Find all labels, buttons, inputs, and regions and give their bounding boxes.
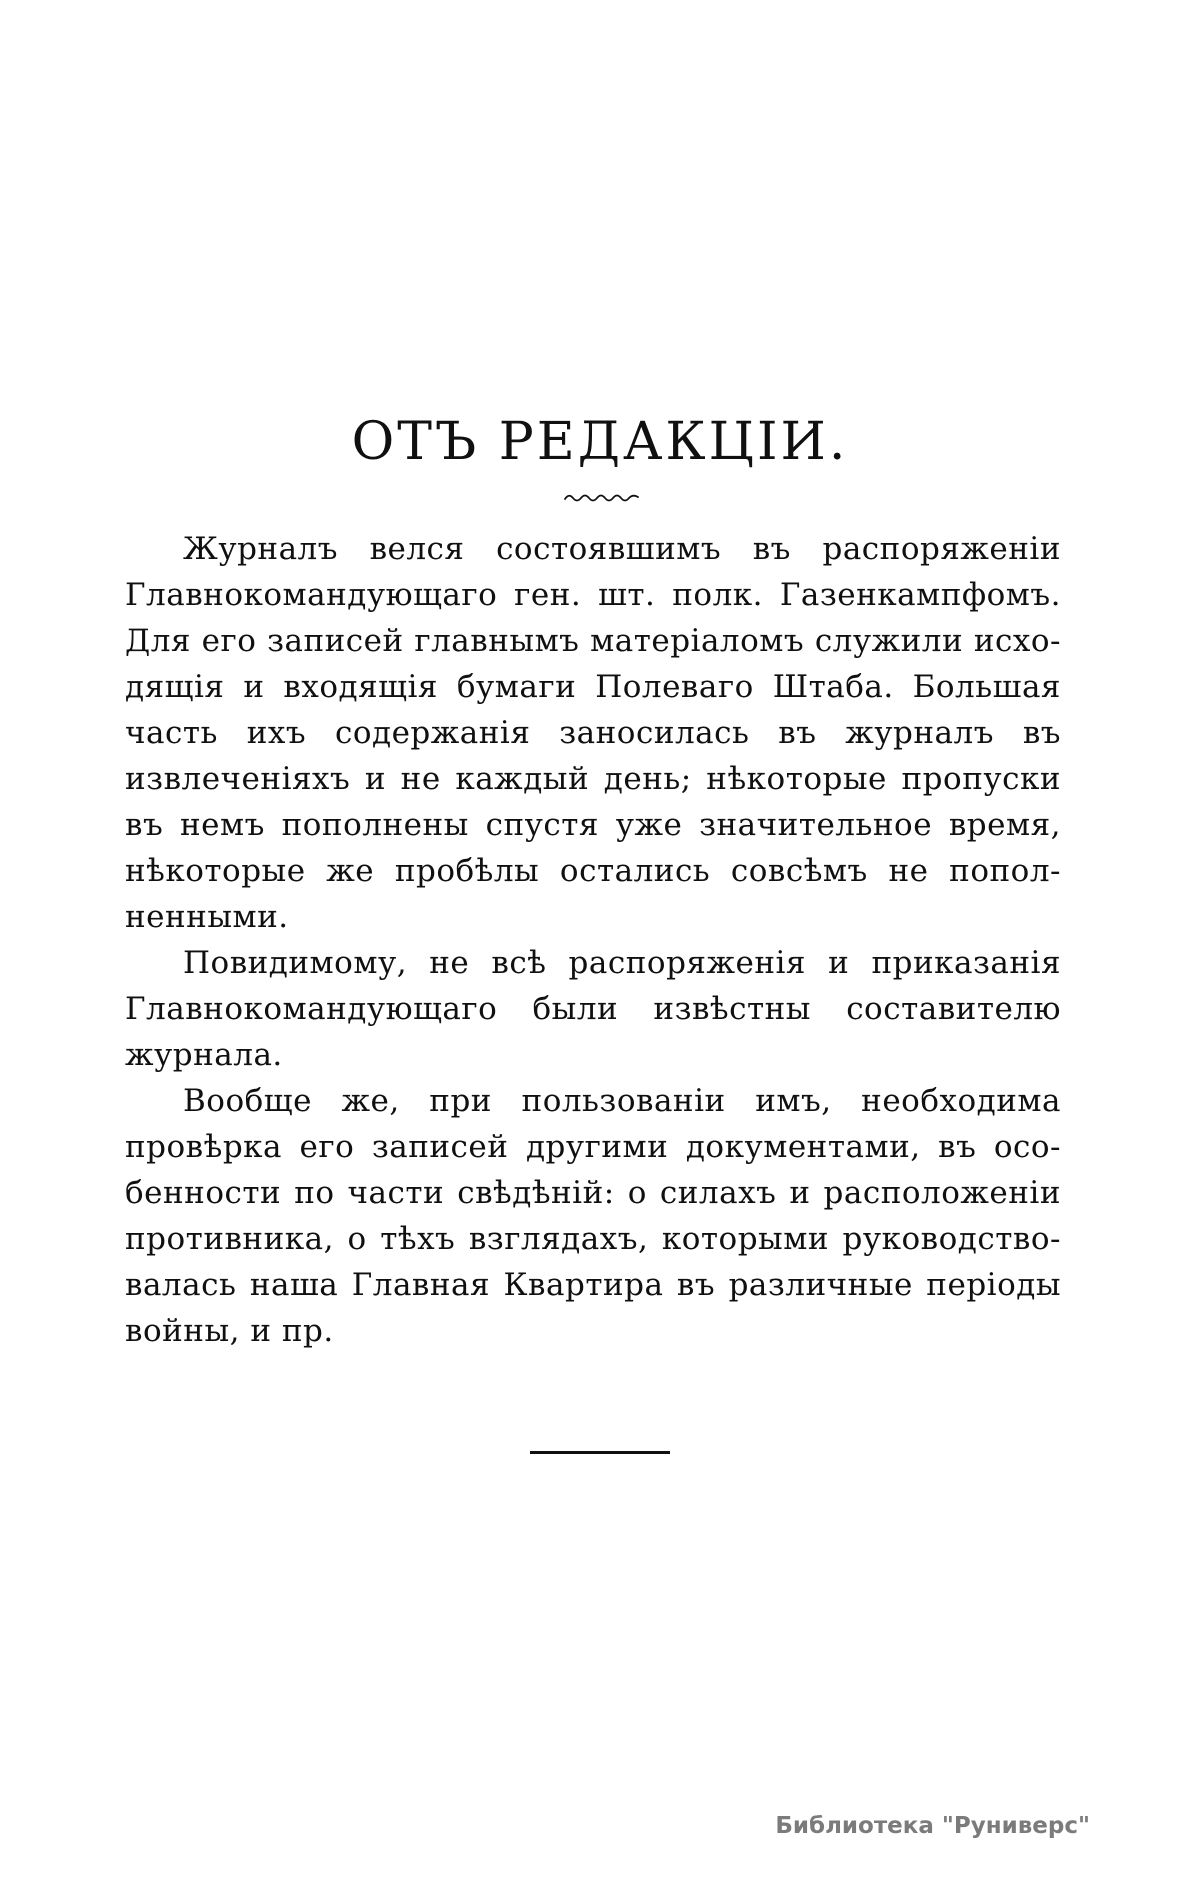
text-line: Главнокомандующаго были извѣстны составителю	[125, 991, 1061, 1027]
text-line: войны, и пр.	[125, 1313, 334, 1349]
paragraph	[125, 526, 1061, 940]
wavy-divider-ornament	[562, 489, 642, 505]
paragraph	[125, 1078, 1061, 1354]
end-rule-divider	[530, 1451, 670, 1454]
text-line: нѣкоторые же пробѣлы остались совсѣмъ не попол-	[125, 853, 1061, 889]
paragraph	[125, 940, 1061, 1078]
text-line: валась наша Главная Квартира въ различные періоды	[125, 1267, 1061, 1303]
text-line: противника, о тѣхъ взглядахъ, которыми руководство-	[125, 1221, 1061, 1257]
text-line: Главнокомандующаго ген. шт. полк. Газенкампфомъ.	[125, 577, 1061, 613]
text-line: въ немъ пополнены спустя уже значительное время,	[125, 807, 1061, 843]
library-watermark: Библиотека "Руниверс"	[775, 1813, 1090, 1839]
text-line: журнала.	[125, 1037, 283, 1073]
text-line: часть ихъ содержанія заносилась въ журналъ въ	[125, 715, 1061, 751]
page-title: ОТЪ РЕДАКЦІИ.	[351, 412, 849, 472]
text-line: Журналъ велся состоявшимъ въ распоряженіи	[183, 531, 1061, 567]
text-line: бенности по части свѣдѣній: о силахъ и расположеніи	[125, 1175, 1061, 1211]
text-line: дящія и входящія бумаги Полеваго Штаба. Большая	[125, 669, 1061, 705]
text-line: извлеченіяхъ и не каждый день; нѣкоторые пропуски	[125, 761, 1061, 797]
text-line: Для его записей главнымъ матеріаломъ служили исхо-	[125, 623, 1061, 659]
text-line: Вообще же, при пользованіи имъ, необходима	[183, 1083, 1061, 1119]
text-line: провѣрка его записей другими документами, въ осо-	[125, 1129, 1061, 1165]
text-line: ненными.	[125, 899, 289, 935]
body-text	[125, 526, 1061, 1354]
text-line: Повидимому, не всѣ распоряженія и приказанія	[183, 945, 1061, 981]
